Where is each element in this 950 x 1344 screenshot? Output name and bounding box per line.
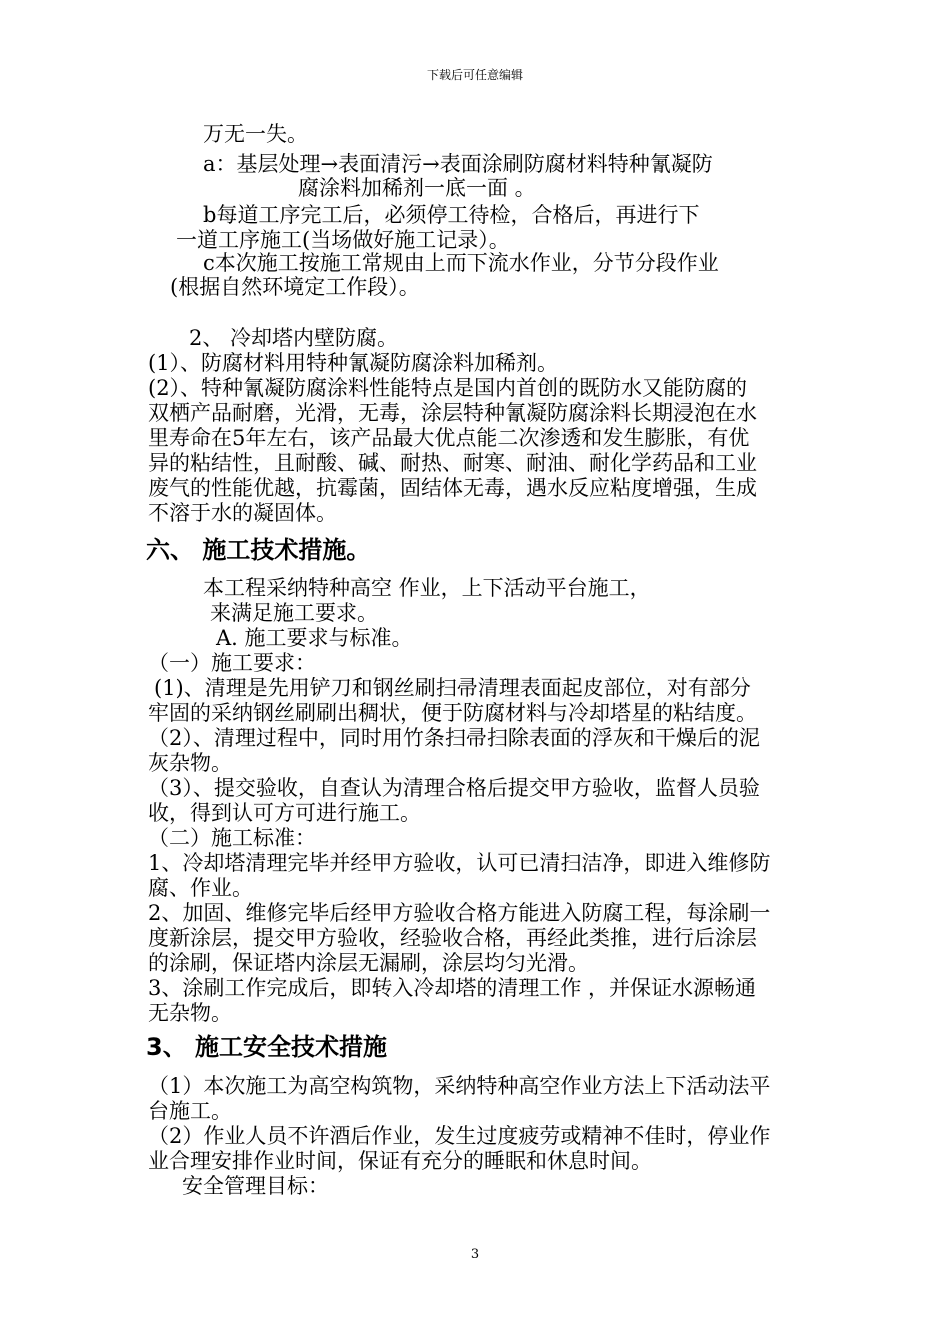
text-line: 的涂刷，保证塔内涂层无漏刷，涂层均匀光滑。	[148, 951, 589, 975]
text-line: 里寿命在5年左右，该产品最大优点能二次渗透和发生膨胀，有优	[148, 426, 750, 450]
text-line: 台施工。	[148, 1099, 232, 1123]
text-line: 双栖产品耐磨，光滑，无毒，涂层特种氰凝防腐涂料长期浸泡在水	[148, 401, 757, 425]
text-line: 万无一失。	[203, 122, 308, 146]
text-line: 不溶于水的凝固体。	[148, 501, 337, 525]
text-line: 牢固的采纳钢丝刷刷出稠状，便于防腐材料与冷却塔星的粘结度。	[148, 701, 757, 725]
text-line: (2）、特种氰凝防腐涂料性能特点是国内首创的既防水又能防腐的	[148, 376, 748, 400]
text-line: 安全管理目标：	[182, 1174, 329, 1198]
text-line: 异的粘结性，且耐酸、碱、耐热、耐寒、耐油、耐化学药品和工业	[148, 451, 757, 475]
text-line: 3、涂刷工作完成后，即转入冷却塔的清理工作 ，并保证水源畅通	[148, 976, 757, 1000]
text-line: （2）、清理过程中，同时用竹条扫帚扫除表面的浮灰和干燥后的泥	[148, 726, 760, 750]
text-line: a：基层处理→表面清污→表面涂刷防腐材料特种氰凝防	[203, 152, 713, 176]
section-heading: 六、 施工技术措施。	[146, 536, 371, 564]
text-line: 收，得到认可方可进行施工。	[148, 801, 421, 825]
text-line: (根据自然环境定工作段）。	[170, 275, 420, 299]
page-number: 3	[470, 1247, 480, 1262]
header-note: 下载后可任意编辑	[426, 68, 523, 82]
text-line: 1、冷却塔清理完毕并经甲方验收，认可已清扫洁净，即进入维修防	[148, 851, 771, 875]
text-line: 腐涂料加稀剂一底一面 。	[298, 176, 536, 200]
text-line: 废气的性能优越，抗霉菌，固结体无毒，遇水反应粘度增强，生成	[148, 476, 757, 500]
text-line: 无杂物。	[148, 1001, 232, 1025]
text-line: （一）施工要求：	[148, 651, 316, 675]
text-line: （3）、提交验收，自查认为清理合格后提交甲方验收，监督人员验	[148, 776, 760, 800]
text-line: 2、 冷却塔内壁防腐。	[189, 326, 399, 350]
text-line: 本工程采纳特种高空 作业，上下活动平台施工，	[203, 576, 651, 600]
text-line: A. 施工要求与标准。	[216, 626, 413, 650]
text-line: 业合理安排作业时间，保证有充分的睡眠和休息时间。	[148, 1149, 652, 1173]
text-line: （1）本次施工为高空构筑物，采纳特种高空作业方法上下活动法平	[148, 1074, 771, 1098]
section-heading: 3、 施工安全技术措施	[146, 1033, 388, 1061]
text-line: 腐、作业。	[148, 876, 253, 900]
text-line: 一道工序施工(当场做好施工记录）。	[176, 228, 510, 252]
text-line: （二）施工标准：	[148, 826, 316, 850]
text-line: 2、加固、维修完毕后经甲方验收合格方能进入防腐工程，每涂刷一	[148, 901, 771, 925]
text-line: b每道工序完工后，必须停工待检，合格后，再进行下	[203, 203, 700, 227]
text-line: c本次施工按施工常规由上而下流水作业，分节分段作业	[203, 251, 719, 275]
text-line: 灰杂物。	[148, 751, 232, 775]
text-line: (1）、防腐材料用特种氰凝防腐涂料加稀剂。	[148, 351, 559, 375]
text-line: 度新涂层，提交甲方验收，经验收合格，再经此类推，进行后涂层	[148, 926, 757, 950]
text-line: 来满足施工要求。	[210, 601, 378, 625]
text-line: （2）作业人员不许酒后作业，发生过度疲劳或精神不佳时，停业作	[148, 1124, 771, 1148]
text-line: (1)、清理是先用铲刀和钢丝刷扫帚清理表面起皮部位，对有部分	[154, 676, 751, 700]
